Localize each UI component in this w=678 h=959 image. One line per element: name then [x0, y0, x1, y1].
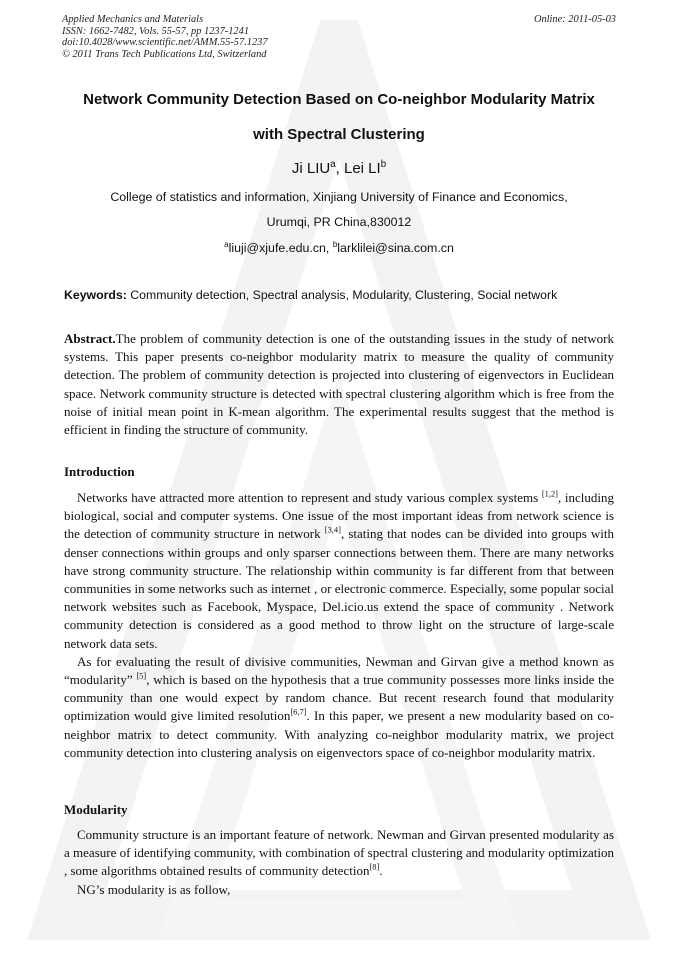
- author-emails: [40, 241, 638, 255]
- author-2: Lei LI: [343, 160, 381, 177]
- journal-header: [62, 14, 616, 60]
- affiliation-line-1: College of statistics and information, Xinjiang University of Finance and Economics,: [110, 190, 568, 204]
- citation-ref: [6,7]: [290, 707, 307, 718]
- modularity-body: [64, 826, 614, 899]
- introduction-body: [64, 489, 614, 762]
- author-separator: ,: [335, 160, 344, 177]
- modularity-paragraph-1: Community structure is an important feature of network. Newman and Girvan presented modularity as a measure of identifying community, with combination of spectral clustering and modularity optimization , some algorithms obtained results of community detection[8].: [64, 827, 614, 879]
- citation-ref: [3,4]: [324, 525, 341, 536]
- author-2-sup: b: [380, 159, 387, 170]
- introduction-heading: Introduction: [64, 464, 135, 479]
- citation-ref: [8]: [369, 862, 380, 873]
- introduction-paragraph-1: Networks have attracted more attention to represent and study various complex systems [1,2], including biological, social and computer systems. One issue of the most important ideas from network science is the detection of community structure in network [3,4], stating that nodes can be divided into groups with denser connections within groups and only sparser connections between them. There are many networks have strong community structure. The relationship within community is far different from that between communities in some networks such as internet , or electronic commerce. Especially, some popular social network websites such as Facebook, Myspace, Del.icio.us extend the space of community . Network community detection is considered as a good method to throw light on the structure of large-scale network data sets.: [64, 488, 615, 651]
- copyright-line: © 2011 Trans Tech Publications Ltd, Switzerland: [62, 48, 267, 60]
- abstract-label: Abstract.: [64, 331, 116, 346]
- issn-line: ISSN: 1662-7482, Vols. 55-57, pp 1237-1241: [62, 25, 250, 37]
- paper-title-line-1: Network Community Detection Based on Co-neighbor Modularity Matrix: [83, 91, 595, 108]
- email-a: liuji@xjufe.edu.cn,: [228, 241, 333, 255]
- email-b-sup: b: [332, 239, 338, 249]
- modularity-heading: Modularity: [64, 802, 128, 817]
- author-1-sup: a: [330, 159, 336, 170]
- citation-ref: [5]: [136, 670, 147, 681]
- abstract: [64, 330, 614, 439]
- author-1: Ji LIU: [291, 160, 331, 177]
- abstract-text: The problem of community detection is one of the outstanding issues in the study of network systems. This paper presents co-neighbor modularity matrix to measure the quality of community detection. The problem of community detection is projected into clustering of eigenvectors in Euclidean space. Network community structure is detected with spectral clustering algorithm which is free from the noise of initial mean point in K-mean algorithm. The experimental results suggest that the method is efficient in finding the structure of community.: [64, 331, 614, 438]
- citation-ref: [1,2]: [541, 488, 558, 499]
- keywords-text: Community detection, Spectral analysis, Modularity, Clustering, Social network: [126, 288, 558, 302]
- email-a-sup: a: [224, 239, 229, 249]
- modularity-paragraph-2: NG’s modularity is as follow,: [77, 881, 231, 897]
- paper-title-line-2: with Spectral Clustering: [253, 126, 425, 143]
- affiliation-line-2: Urumqi, PR China,830012: [266, 215, 412, 229]
- author-list: [40, 160, 638, 177]
- introduction-paragraph-2: As for evaluating the result of divisive communities, Newman and Girvan give a method known as “modularity” [5], which is based on the hypothesis that a true community possesses more links inside the community than one would expect by random chance. But recent research found that modularity optimization would give limited resolution[6,7]. In this paper, we present a new modularity based on co-neighbor matrix to detect community. With analyzing co-neighbor modularity matrix, we project community detection into clustering analysis on eigenvectors space of co-neighbor modularity matrix.: [64, 653, 614, 760]
- keywords: [64, 288, 624, 302]
- online-date: Online: 2011-05-03: [533, 14, 616, 25]
- journal-name: Applied Mechanics and Materials: [62, 14, 204, 25]
- keywords-label: Keywords:: [64, 288, 127, 302]
- doi-line: doi:10.4028/www.scientific.net/AMM.55-57.1237: [62, 37, 268, 49]
- email-b: larklilei@sina.com.cn: [337, 241, 454, 255]
